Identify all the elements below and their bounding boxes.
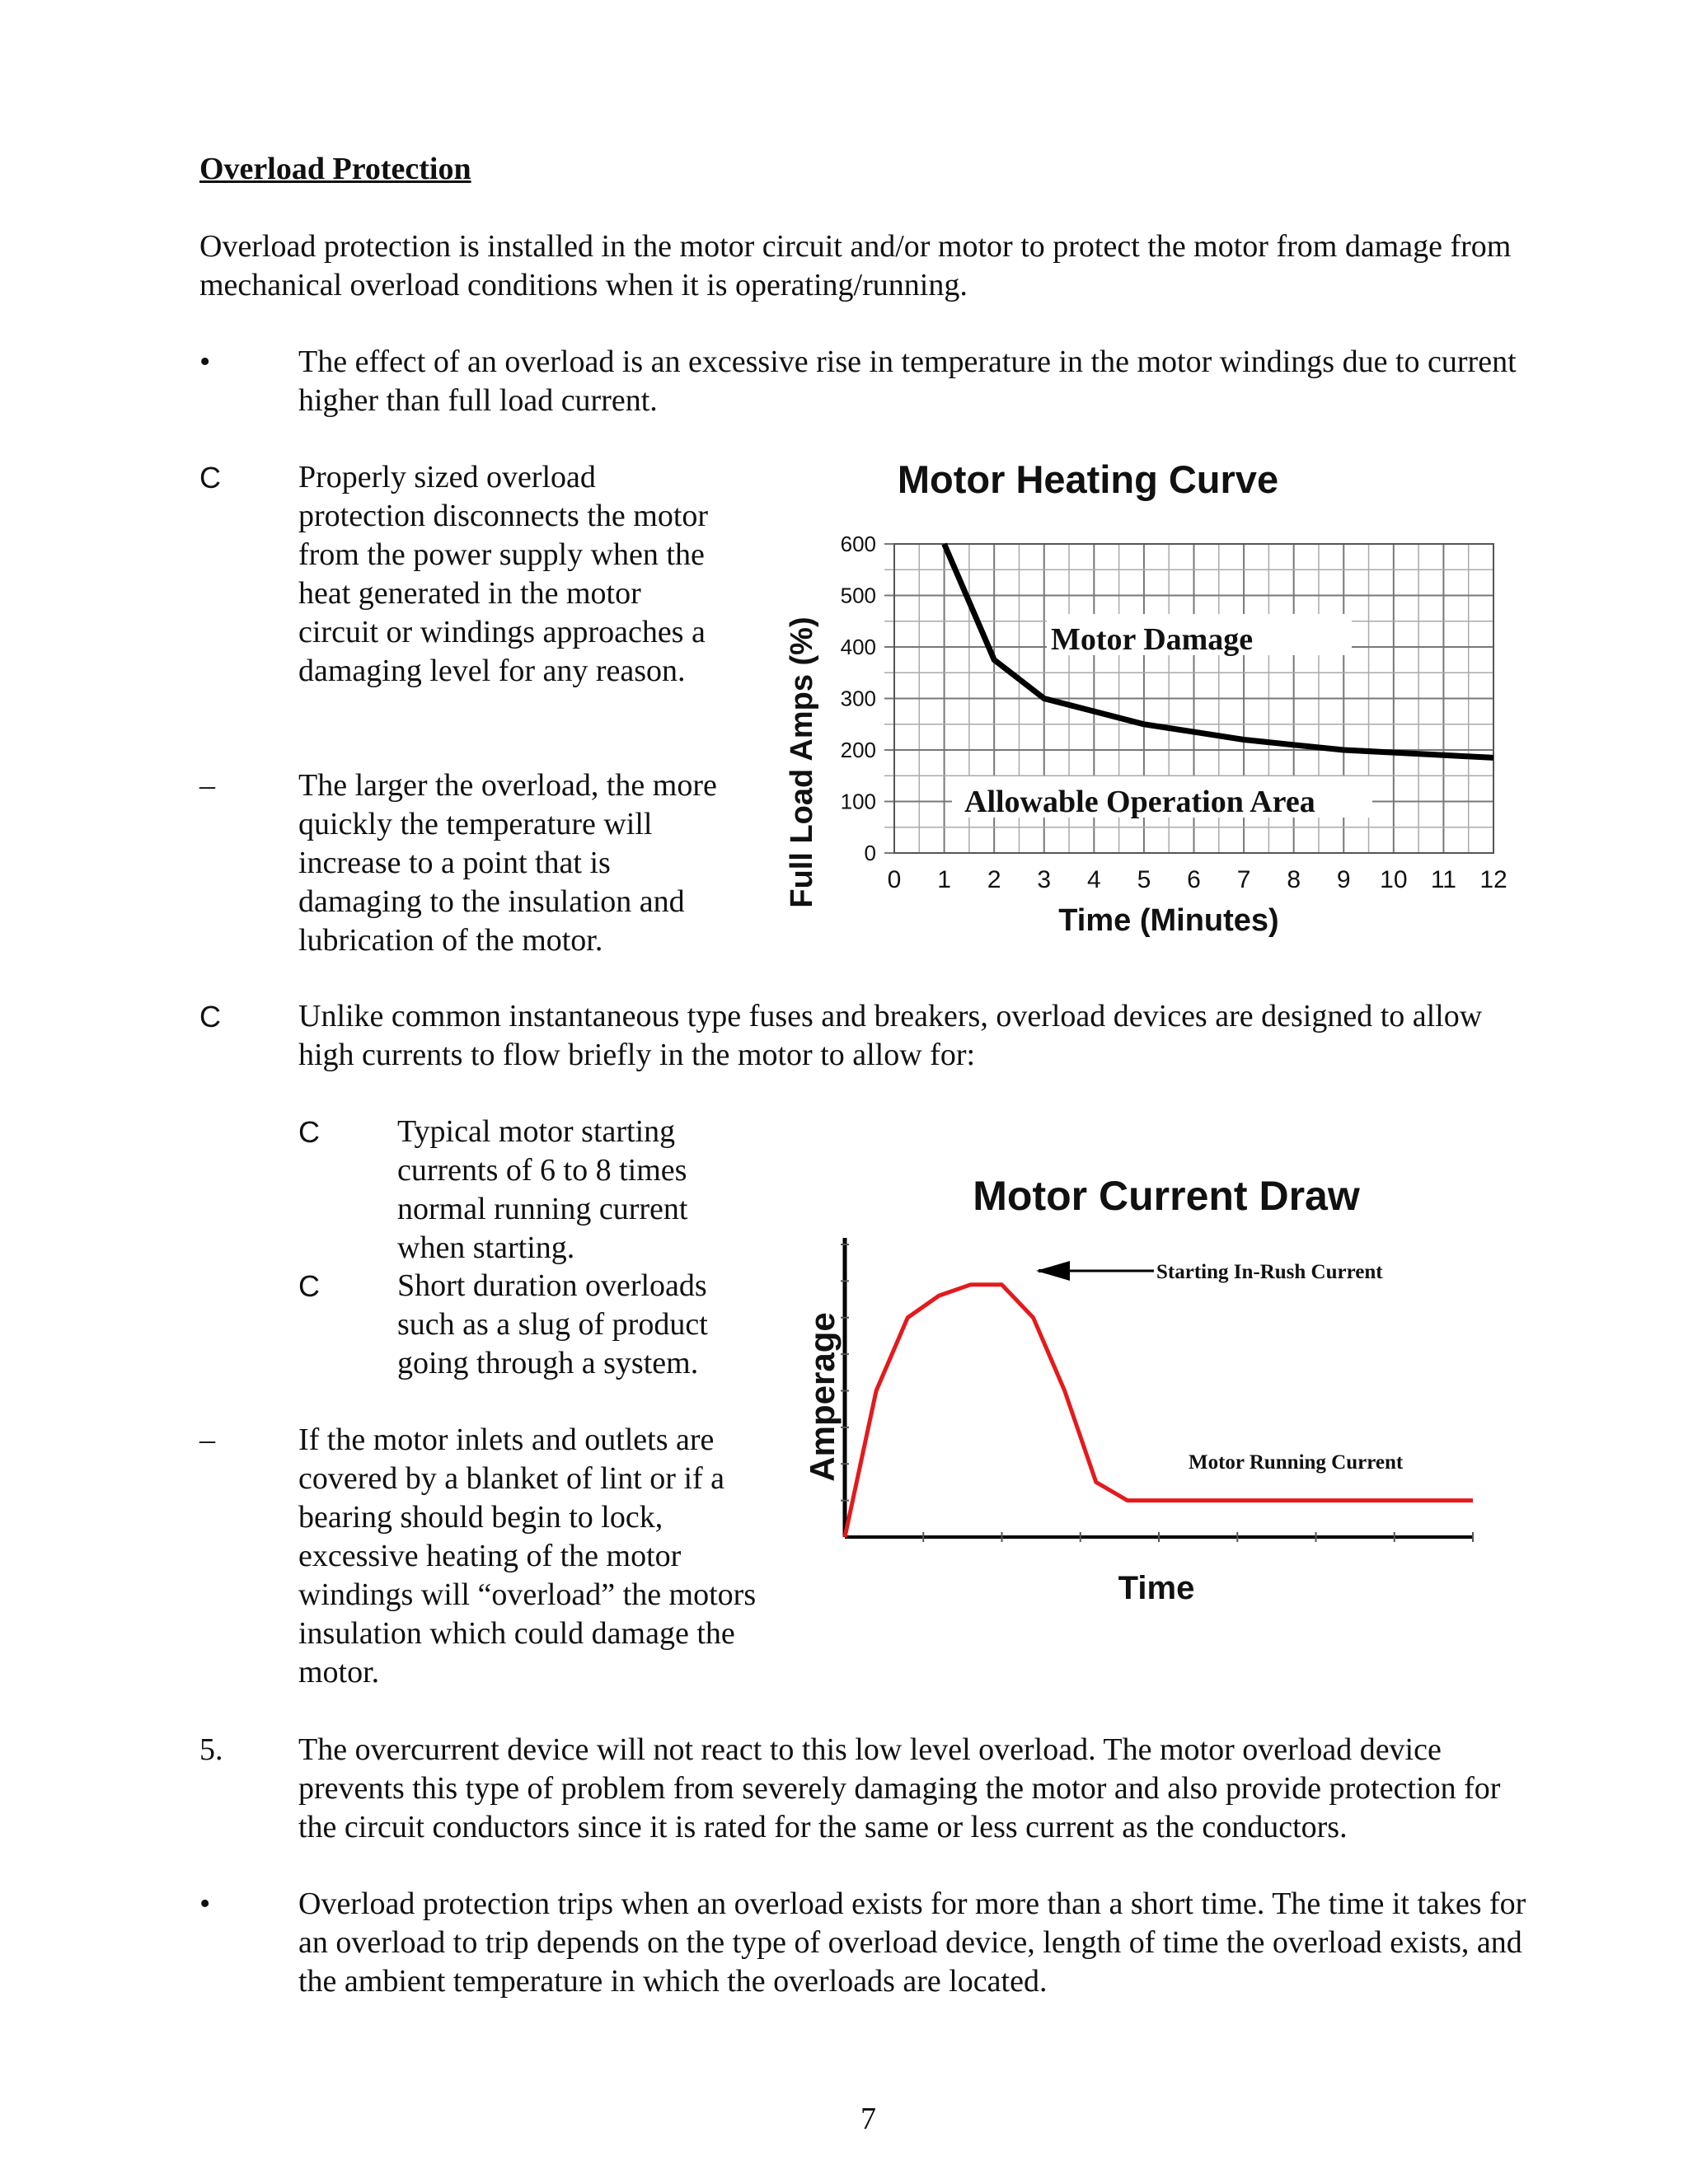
x-tick-label: 2 bbox=[987, 866, 1001, 893]
sub-list-marker-c: C bbox=[298, 1269, 320, 1303]
chart-axes bbox=[841, 1238, 1473, 1542]
annotation-motor-damage: Motor Damage bbox=[1051, 622, 1254, 657]
list-item-text: The larger the overload, the more quickly the temperature will increase to a point that is damaging to the insulation and lubrication of the motor. bbox=[298, 768, 717, 958]
list-marker-dash: – bbox=[199, 768, 215, 803]
x-tick-label: 7 bbox=[1236, 866, 1251, 893]
x-tick-label: 11 bbox=[1430, 866, 1456, 893]
current-draw-line bbox=[845, 1285, 1473, 1537]
motor-current-chart bbox=[791, 1162, 1492, 1624]
x-tick-label: 3 bbox=[1037, 866, 1052, 893]
y-axis-label: Amperage bbox=[803, 1312, 842, 1482]
bullet-text: The effect of an overload is an excessive rise in temperature in the motor windings due to current higher than full load current. bbox=[298, 344, 1517, 418]
x-tick-label: 9 bbox=[1336, 866, 1351, 893]
sub-list-item-text: Typical motor starting currents of 6 to 8 times normal running current when starting. bbox=[397, 1114, 688, 1265]
list-marker-c: C bbox=[199, 1000, 221, 1033]
y-tick-labels bbox=[841, 532, 876, 865]
annotation-inrush: Starting In-Rush Current bbox=[1156, 1261, 1383, 1283]
bullet-marker: • bbox=[199, 1886, 211, 1921]
list-marker-number: 5. bbox=[199, 1732, 223, 1767]
y-tick-label: 400 bbox=[840, 635, 876, 659]
x-tick-label: 4 bbox=[1086, 866, 1101, 893]
chart-title: Motor Current Draw bbox=[973, 1173, 1360, 1219]
bullet-text: Overload protection trips when an overload exists for more than a short time. The time it takes for an overload to trip depends on the type of overload device, length of time the overload exists, and the ambient temperature in which the overloads are located. bbox=[298, 1886, 1526, 1999]
annotation-allowable-area: Allowable Operation Area bbox=[964, 785, 1315, 819]
bullet-marker: • bbox=[199, 344, 211, 379]
y-tick-label: 300 bbox=[840, 686, 876, 711]
x-tick-labels bbox=[888, 866, 1507, 893]
sub-list-item-text: Short duration overloads such as a slug of product going through a system. bbox=[397, 1268, 708, 1380]
x-tick-label: 6 bbox=[1187, 866, 1201, 893]
y-tick-label: 100 bbox=[840, 789, 876, 814]
y-tick-label: 0 bbox=[864, 841, 876, 865]
x-tick-label: 10 bbox=[1380, 866, 1408, 893]
x-tick-label: 8 bbox=[1287, 866, 1301, 893]
x-axis-label: Time bbox=[1118, 1570, 1195, 1606]
y-tick-label: 200 bbox=[840, 738, 876, 762]
sub-list-marker-c: C bbox=[298, 1115, 320, 1149]
x-tick-label: 12 bbox=[1479, 866, 1507, 893]
x-tick-label: 1 bbox=[937, 866, 951, 893]
x-axis-label: Time (Minutes) bbox=[1058, 903, 1279, 938]
list-item-text: Unlike common instantaneous type fuses and breakers, overload devices are designed to allow high currents to flow briefly in the motor to allow for: bbox=[298, 999, 1483, 1072]
chart-title: Motor Heating Curve bbox=[897, 457, 1279, 501]
motor-heating-chart bbox=[767, 453, 1508, 948]
list-marker-dash: – bbox=[199, 1422, 215, 1457]
list-marker-c: C bbox=[199, 461, 221, 494]
section-heading: Overload Protection bbox=[199, 152, 471, 186]
list-item-text: If the motor inlets and outlets are covered by a blanket of lint or if a bearing should begin to lock, excessive heating of the motor windings will “overload” the motors insulation which could damage the motor. bbox=[298, 1422, 757, 1690]
y-tick-label: 600 bbox=[840, 532, 876, 556]
annotation-running: Motor Running Current bbox=[1189, 1451, 1404, 1474]
y-axis-label: Full Load Amps (%) bbox=[785, 616, 819, 908]
x-tick-label: 5 bbox=[1137, 866, 1151, 893]
arrow-left-icon bbox=[1036, 1261, 1070, 1281]
intro-paragraph: Overload protection is installed in the motor circuit and/or motor to protect the motor from damage from mechanical overload conditions when it is operating/running. bbox=[199, 229, 1512, 302]
x-tick-label: 0 bbox=[887, 866, 902, 893]
list-item-text: The overcurrent device will not react to this low level overload. The motor overload device prevents this type of problem from severely damaging the motor and also provide protection for the circuit conductors since it is rated for the same or less current as the conductors. bbox=[298, 1732, 1501, 1844]
page-number: 7 bbox=[860, 2102, 876, 2136]
y-tick-label: 500 bbox=[840, 583, 876, 608]
list-item-text: Properly sized overload protection disconnects the motor from the power supply when the heat generated in the motor circuit or windings approaches a damaging level for any reason. bbox=[298, 460, 709, 688]
